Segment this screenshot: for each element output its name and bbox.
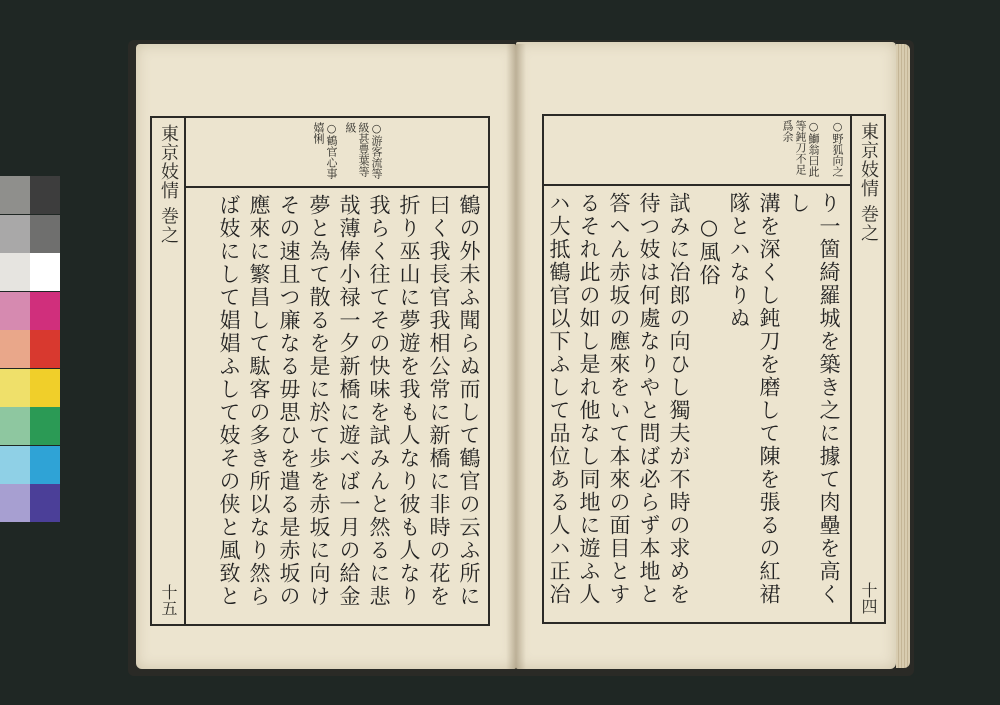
text-column: 夢と為て散るを是に於て歩を赤坂に向け [307,194,331,608]
color-calibration-strip [0,176,60,524]
left-page-frame [150,116,490,626]
color-swatch [30,292,60,330]
left-main-text [188,194,484,614]
color-swatch [30,215,60,253]
page-edges [896,44,910,668]
color-swatch [0,407,30,445]
text-column: 溝を深くし鈍刀を磨して陳を張るの紅裙 [757,192,781,606]
text-column: り一箇綺羅城を築き之に據て肉壘を高くし [787,192,841,606]
color-swatch [30,176,60,214]
color-swatch [0,292,30,330]
color-swatch [30,253,60,291]
text-column: 我らく往てその快味を試みんと然るに悲 [367,194,391,608]
color-swatch [30,369,60,407]
color-swatch [30,484,60,522]
left-running-title: 東京妓情 巻之 [158,124,179,245]
left-page [136,44,516,669]
text-column: ハ大抵鶴官以下ふして品位ある人ハ正冶 [547,192,571,606]
text-column: 隊とハなりぬ [727,192,751,330]
left-leaf-number: 十五 [159,584,178,616]
color-swatch [30,330,60,368]
right-headnote-band [544,116,850,186]
text-column: 試みに冶郎の向ひし獨夫が不時の求めを [667,192,691,606]
text-column: その速且つ廉なる毋思ひを遣る是赤坂の [277,194,301,608]
text-column: 應來に繁昌して駄客の多き所以なり然ら [247,194,271,608]
color-swatch [30,407,60,445]
left-headnote-1: ○鶴官心事嬉悧 [312,122,338,179]
left-headnote-2: ○游客流等級甚豊葉等級 [344,122,383,179]
text-column: 答へん赤坂の應來をいて本來の面目とす [607,192,631,606]
color-swatch [0,446,30,484]
text-column: るそれ此の如し是れ他なし同地に遊ふ人 [577,192,601,606]
color-swatch [30,446,60,484]
right-running-title: 東京妓情 巻之 [858,122,879,243]
right-leaf-number: 十四 [859,582,878,614]
color-swatch [0,176,30,214]
color-swatch [0,369,30,407]
color-swatch [0,484,30,522]
text-column: 鶴の外未ふ聞らぬ而して鶴官の云ふ所に [457,194,481,608]
text-column: 曰く我長官我相公常に新橋に非時の花を [427,194,451,608]
left-headnote-band [184,118,488,188]
text-column: 待つ妓は何處なりやと問ば必らず本地と [637,192,661,606]
color-swatch [0,253,30,291]
right-headnote-1: ○野狐向之 [831,120,844,177]
color-swatch [0,215,30,253]
left-margin-column [152,118,186,624]
text-column: ば妓にして娼娼ふして妓その侠と風致と [217,194,241,608]
book-gutter [506,44,526,669]
right-headnote-2: ○鰤翁曰此等鈍刀不足爲余 [781,120,820,177]
color-swatch [0,330,30,368]
text-column: 折り巫山に夢遊を我も人なり彼も人なり [397,194,421,608]
right-page [516,42,896,669]
right-main-text [548,192,844,612]
text-column: 哉薄俸小禄一夕新橋に遊べば一月の給金 [337,194,361,608]
right-margin-column [850,116,884,622]
text-column: ○風俗 [697,192,721,287]
right-page-frame [542,114,886,624]
